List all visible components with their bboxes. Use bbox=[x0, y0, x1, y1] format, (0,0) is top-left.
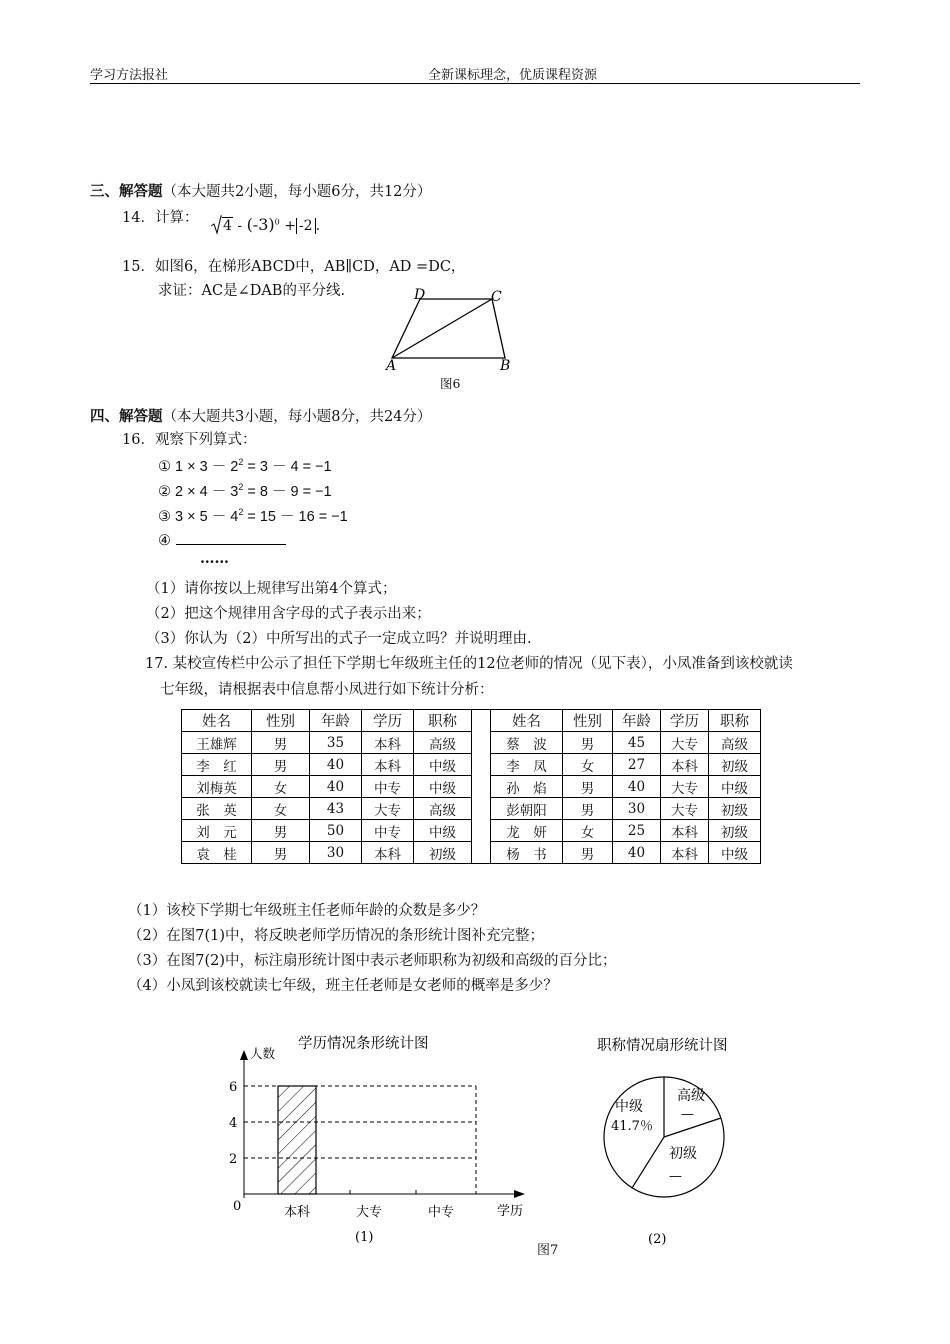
cell: 本科 bbox=[362, 732, 414, 754]
y-tick-label: 4 bbox=[229, 1116, 238, 1131]
cell: 张 英 bbox=[182, 798, 252, 820]
vertex-b-label: B bbox=[500, 358, 511, 374]
q15-line2: 求证：AC是∠DAB的平分线. bbox=[158, 283, 346, 299]
table-row bbox=[182, 820, 761, 842]
q16-sub3: （3）你认为（2）中所写出的式子一定成立吗？并说明理由. bbox=[146, 631, 532, 647]
cell: 男 bbox=[252, 842, 310, 864]
pie-slice-label-senior: 高级 bbox=[677, 1088, 705, 1104]
section3-desc: （本大题共2小题，每小题6分，共12分） bbox=[162, 184, 432, 200]
teacher-table bbox=[181, 709, 761, 864]
y-tick-label: 2 bbox=[229, 1152, 238, 1167]
q16-label: 16．观察下列算式： bbox=[122, 432, 257, 448]
table-row bbox=[182, 776, 761, 798]
cell: 大专 bbox=[362, 798, 414, 820]
col-header-name: 姓名 bbox=[182, 710, 252, 732]
x-axis-arrow-icon bbox=[514, 1190, 525, 1198]
table-gap bbox=[472, 710, 491, 864]
pie-chart-sublabel: (2) bbox=[648, 1232, 667, 1247]
cell: 40 bbox=[613, 776, 661, 798]
cell: 30 bbox=[310, 842, 362, 864]
section4-title: 四、解答题 bbox=[90, 408, 163, 425]
q17-line1: 17. 某校宣传栏中公示了担任下学期七年级班主任的12位老师的情况（见下表），小凤准备到该校就读 bbox=[145, 656, 793, 672]
col-header-gender: 性别 bbox=[252, 710, 310, 732]
cell: 中级 bbox=[709, 776, 761, 798]
cell: 初级 bbox=[709, 754, 761, 776]
cell: 男 bbox=[563, 798, 613, 820]
bar-chart-xlabel: 学历 bbox=[497, 1204, 524, 1219]
cell: 本科 bbox=[661, 820, 709, 842]
bar-0 bbox=[278, 1086, 316, 1194]
q14-sqrt: 4 bbox=[210, 215, 233, 235]
cell: 45 bbox=[613, 732, 661, 754]
q16-dots: …… bbox=[200, 550, 229, 567]
q16-sub2: （2）把这个规律用含字母的式子表示出来； bbox=[146, 606, 431, 622]
q15-line1: 15．如图6，在梯形ABCD中，AB∥CD，AD =DC， bbox=[122, 259, 466, 275]
bar-chart-sublabel: (1) bbox=[355, 1230, 374, 1245]
col-header-education-2: 学历 bbox=[661, 710, 709, 732]
pie-chart-title: 职称情况扇形统计图 bbox=[597, 1038, 728, 1054]
cell: 刘 元 bbox=[182, 820, 252, 842]
y-tick-label: 0 bbox=[233, 1199, 242, 1214]
table-row bbox=[182, 842, 761, 864]
q16-eq4-blank bbox=[176, 530, 286, 545]
col-header-title-2: 职称 bbox=[709, 710, 761, 732]
cell: 40 bbox=[613, 842, 661, 864]
table-header-row bbox=[182, 710, 761, 732]
cell: 杨 书 bbox=[491, 842, 563, 864]
q16-sub1: （1）请你按以上规律写出第4个算式； bbox=[146, 581, 397, 597]
pie-slice-value-junior: — bbox=[669, 1169, 682, 1184]
cell: 大专 bbox=[661, 798, 709, 820]
trapezoid-abcd bbox=[392, 299, 505, 358]
cell: 高级 bbox=[414, 732, 472, 754]
header-publisher: 学习方法报社 bbox=[90, 68, 169, 83]
cell: 25 bbox=[613, 820, 661, 842]
header-slogan: 全新课标理念，优质课程资源 bbox=[428, 68, 598, 83]
q16-eq4: ④ bbox=[158, 530, 286, 549]
section4-heading bbox=[90, 405, 431, 426]
section3-heading bbox=[90, 180, 431, 201]
cell: 彭朝阳 bbox=[491, 798, 563, 820]
q17-line2: 七年级，请根据表中信息帮小凤进行如下统计分析： bbox=[160, 682, 494, 698]
pie-divider bbox=[632, 1137, 664, 1188]
section4-desc: （本大题共3小题，每小题8分，共24分） bbox=[162, 409, 432, 425]
cell: 本科 bbox=[661, 842, 709, 864]
cell: 男 bbox=[563, 842, 613, 864]
cell: 大专 bbox=[661, 776, 709, 798]
cell: 男 bbox=[252, 754, 310, 776]
x-tick-label: 本科 bbox=[284, 1205, 311, 1220]
radical-sign-icon bbox=[210, 215, 222, 235]
cell: 男 bbox=[252, 732, 310, 754]
cell: 高级 bbox=[709, 732, 761, 754]
cell: 王雄辉 bbox=[182, 732, 252, 754]
cell: 30 bbox=[613, 798, 661, 820]
cell: 男 bbox=[252, 820, 310, 842]
x-tick-label: 中专 bbox=[428, 1205, 455, 1220]
cell: 李 红 bbox=[182, 754, 252, 776]
cell: 中级 bbox=[414, 820, 472, 842]
col-header-name-2: 姓名 bbox=[491, 710, 563, 732]
cell: 本科 bbox=[661, 754, 709, 776]
cell: 蔡 波 bbox=[491, 732, 563, 754]
col-header-education: 学历 bbox=[362, 710, 414, 732]
table-row bbox=[182, 798, 761, 820]
figure6-caption: 图6 bbox=[440, 376, 461, 391]
cell: 27 bbox=[613, 754, 661, 776]
pie-slice-value-middle: 41.7％ bbox=[611, 1119, 653, 1134]
section3-title: 三、解答题 bbox=[90, 183, 163, 200]
cell: 40 bbox=[310, 776, 362, 798]
cell: 初级 bbox=[709, 820, 761, 842]
cell: 女 bbox=[563, 754, 613, 776]
cell: 男 bbox=[563, 732, 613, 754]
vertex-c-label: C bbox=[491, 289, 502, 305]
cell: 袁 桂 bbox=[182, 842, 252, 864]
cell: 中级 bbox=[414, 776, 472, 798]
cell: 女 bbox=[252, 776, 310, 798]
cell: 中专 bbox=[362, 820, 414, 842]
pie-slice-label-middle: 中级 bbox=[615, 1099, 643, 1115]
diagonal-ac bbox=[392, 299, 492, 358]
cell: 50 bbox=[310, 820, 362, 842]
title-pie-chart bbox=[585, 1028, 765, 1258]
cell: 大专 bbox=[661, 732, 709, 754]
cell: 本科 bbox=[362, 842, 414, 864]
bar-chart-bars bbox=[278, 1086, 316, 1194]
cell: 40 bbox=[310, 754, 362, 776]
cell: 中级 bbox=[414, 754, 472, 776]
bar-chart-xticks bbox=[284, 1204, 454, 1220]
cell: 中级 bbox=[709, 842, 761, 864]
q14-label: 14．计算： bbox=[122, 210, 199, 226]
education-bar-chart bbox=[220, 1028, 550, 1248]
cell: 刘梅英 bbox=[182, 776, 252, 798]
cell: 初级 bbox=[414, 842, 472, 864]
cell: 李 凤 bbox=[491, 754, 563, 776]
figure7-caption: 图7 bbox=[537, 1243, 559, 1258]
col-header-title: 职称 bbox=[414, 710, 472, 732]
col-header-age: 年龄 bbox=[310, 710, 362, 732]
cell: 男 bbox=[563, 776, 613, 798]
y-axis-arrow-icon bbox=[240, 1050, 248, 1060]
q17-sub3: （3）在图7(2)中，标注扇形统计图中表示老师职称为初级和高级的百分比； bbox=[128, 953, 617, 969]
vertex-a-label: A bbox=[386, 358, 397, 374]
cell: 高级 bbox=[414, 798, 472, 820]
table-row bbox=[182, 754, 761, 776]
header-rule bbox=[90, 83, 860, 84]
cell: 女 bbox=[252, 798, 310, 820]
q17-sub1: （1）该校下学期七年级班主任老师年龄的众数是多少？ bbox=[128, 903, 486, 919]
bar-chart-yticks bbox=[229, 1080, 241, 1214]
q14-expression: $4 - (-3)^0 + -2$ . bbox=[210, 215, 320, 235]
vertex-d-label: D bbox=[414, 287, 426, 303]
table-row bbox=[182, 732, 761, 754]
x-tick-label: 大专 bbox=[356, 1205, 383, 1220]
cell: 43 bbox=[310, 798, 362, 820]
cell: 35 bbox=[310, 732, 362, 754]
col-header-age-2: 年龄 bbox=[613, 710, 661, 732]
q16-eq2: ② $2 \times 4 - 3^2 = 8 - 9 = -1$ bbox=[158, 482, 332, 500]
cell: 龙 妍 bbox=[491, 820, 563, 842]
q17-sub2: （2）在图7(1)中，将反映老师学历情况的条形统计图补充完整； bbox=[128, 928, 544, 944]
q17-sub4: （4）小凤到该校就读七年级，班主任老师是女老师的概率是多少？ bbox=[128, 978, 558, 994]
q16-eq1: ① $1 \times 3 - 2^2 = 3 - 4 = -1$ bbox=[158, 457, 332, 475]
cell: 孙 焰 bbox=[491, 776, 563, 798]
bar-chart-ylabel: 人数 bbox=[250, 1046, 276, 1061]
cell: 中专 bbox=[362, 776, 414, 798]
pie-slice-value-senior: — bbox=[681, 1107, 694, 1122]
cell: 本科 bbox=[362, 754, 414, 776]
pie-slice-label-junior: 初级 bbox=[669, 1146, 697, 1162]
cell: 女 bbox=[563, 820, 613, 842]
q16-eq3: ③ $3 \times 5 - 4^2 = 15 - 16 = -1$ bbox=[158, 507, 348, 525]
y-tick-label: 6 bbox=[229, 1080, 238, 1095]
cell: 初级 bbox=[709, 798, 761, 820]
bar-chart-title: 学历情况条形统计图 bbox=[298, 1036, 429, 1052]
q14-abs: -2 bbox=[296, 218, 316, 234]
col-header-gender-2: 性别 bbox=[563, 710, 613, 732]
